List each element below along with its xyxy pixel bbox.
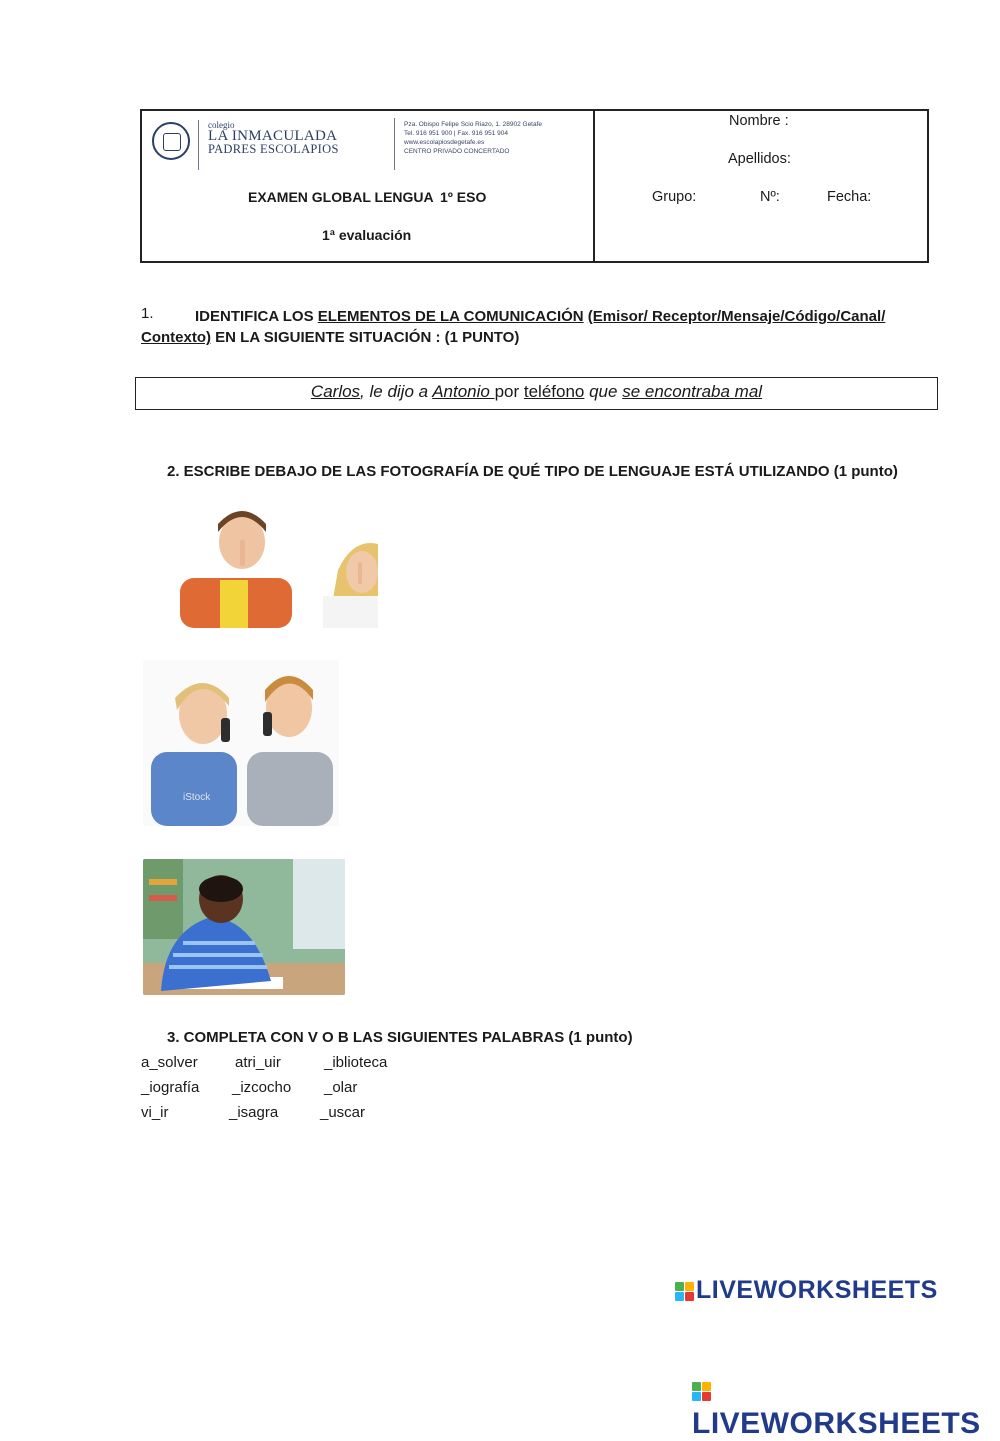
- apellidos-label: Apellidos:: [728, 151, 791, 167]
- address-divider: [394, 118, 395, 170]
- school-seal-icon: [152, 122, 190, 160]
- school-website: www.escolapiosdegetafe.es: [404, 139, 485, 146]
- evaluation-label: 1ª evaluación: [322, 227, 412, 243]
- school-small-label: colegio: [208, 120, 235, 130]
- exam-title: EXAMEN GLOBAL LENGUA: [248, 189, 434, 205]
- numero-label: Nº:: [760, 189, 780, 205]
- brand-tiles-icon: [675, 1282, 694, 1301]
- question1-underline-contexto: Contexto): [141, 329, 211, 346]
- question1-line1: IDENTIFICA LOS ELEMENTOS DE LA COMUNICACIÓN (Emisor/ Receptor/Mensaje/Código/Canal/: [195, 308, 886, 325]
- photo-phone-call: [143, 660, 339, 826]
- word-item: _iblioteca: [324, 1054, 388, 1071]
- brand-text: LIVEWORKSHEETS: [696, 1276, 938, 1304]
- word-item: _uscar: [320, 1104, 366, 1121]
- word-item: a_solver: [141, 1054, 198, 1071]
- grupo-label: Grupo:: [652, 189, 697, 205]
- exam-course: 1º ESO: [440, 189, 487, 205]
- question2-title: 2. ESCRIBE DEBAJO DE LAS FOTOGRAFÍA DE QUÉ TIPO DE LENGUAJE ESTÁ UTILIZANDO (1 punto): [167, 463, 898, 480]
- word-item: _iografía: [141, 1079, 200, 1096]
- header-divider: [593, 109, 595, 263]
- nombre-label: Nombre :: [729, 113, 789, 129]
- watermark-label: iStock: [183, 792, 211, 803]
- word-item: _izcocho: [232, 1079, 292, 1096]
- photo-writing: [143, 859, 345, 995]
- liveworksheets-logo-lower: [692, 1373, 1000, 1441]
- question3-title: 3. COMPLETA CON V O B LAS SIGUIENTES PALABRAS (1 punto): [167, 1029, 633, 1046]
- word-item: atri_uir: [235, 1054, 281, 1071]
- word-item: _isagra: [229, 1104, 279, 1121]
- question1-number: 1.: [141, 305, 154, 322]
- school-phone: Tel. 916 951 900 | Fax. 916 951 904: [404, 130, 508, 137]
- liveworksheets-logo-upper: [675, 1276, 938, 1305]
- situation-text: Carlos, le dijo a Antonio por teléfono que se encontraba mal: [310, 382, 763, 401]
- brand-tiles-icon: [692, 1382, 711, 1401]
- school-address: Pza. Obispo Felipe Scio Riazo, 1. 28902 Getafe: [404, 121, 543, 128]
- fecha-label: Fecha:: [827, 189, 872, 205]
- school-name: LA INMACULADA: [208, 128, 338, 144]
- photo-silence-gesture: [178, 500, 378, 628]
- word-item: vi_ir: [141, 1104, 169, 1121]
- logo-divider: [198, 120, 199, 170]
- brand-text: LIVEWORKSHEETS: [692, 1407, 981, 1440]
- question1-underline-elements: ELEMENTOS DE LA COMUNICACIÓN: [317, 308, 584, 325]
- question1-line2: Contexto) EN LA SIGUIENTE SITUACIÓN : (1 PUNTO): [141, 329, 520, 346]
- school-type: CENTRO PRIVADO CONCERTADO: [404, 148, 510, 155]
- question1-underline-list: (Emisor/ Receptor/Mensaje/Código/Canal/: [587, 308, 886, 325]
- word-item: _olar: [324, 1079, 358, 1096]
- school-subtitle: PADRES ESCOLAPIOS: [208, 142, 339, 156]
